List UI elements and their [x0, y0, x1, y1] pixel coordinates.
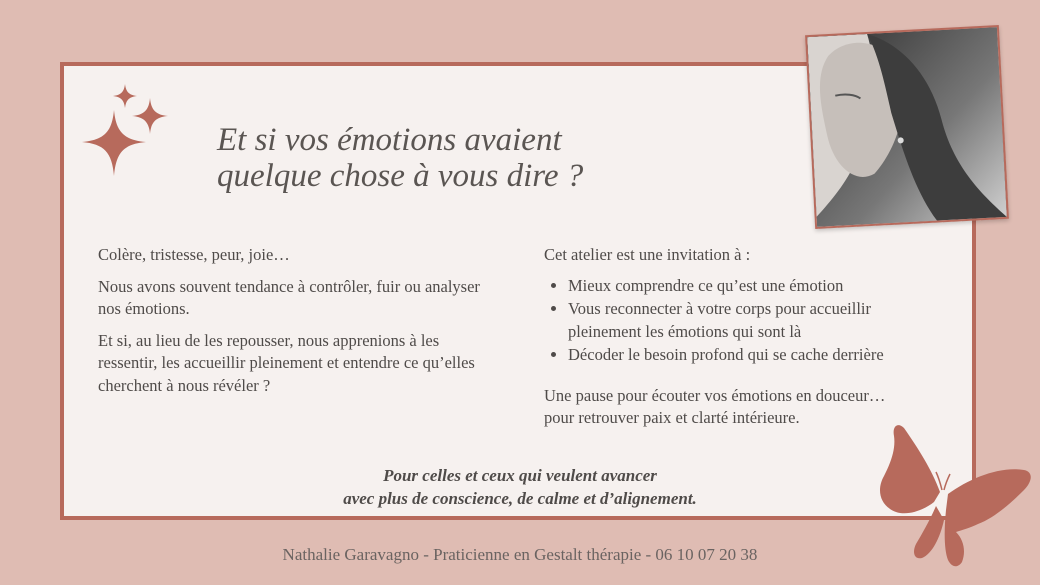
- workshop-outro-line-1: Une pause pour écouter vos émotions en douceur…: [544, 385, 886, 405]
- cta-line-2: avec plus de conscience, de calme et d’alignement.: [343, 489, 697, 508]
- call-to-action: [280, 464, 760, 510]
- workshop-outro-line-2: pour retrouver paix et clarté intérieure.: [544, 408, 800, 427]
- portrait-image: [807, 27, 1007, 227]
- page-title: [217, 122, 583, 194]
- intro-paragraph-1: Colère, tristesse, peur, joie…: [98, 245, 290, 264]
- sparkles-icon: [80, 84, 172, 180]
- workshop-list: [544, 275, 944, 367]
- workshop-text: [544, 244, 944, 430]
- intro-paragraph-3: Et si, au lieu de les repousser, nous apprenions à les ressentir, les accueillir pleinement et entendre ce qu’elles cherchent à nous révéler ?: [98, 330, 475, 395]
- cta-line-1: Pour celles et ceux qui veulent avancer: [383, 466, 657, 485]
- workshop-intro: Cet atelier est une invitation à :: [544, 245, 751, 264]
- footer-contact: Nathalie Garavagno - Praticienne en Gestalt thérapie - 06 10 07 20 38: [282, 545, 758, 564]
- list-item: • Décoder le besoin profond qui se cache derrière: [568, 344, 944, 367]
- list-item: • Mieux comprendre ce qu’est une émotion: [568, 275, 944, 298]
- list-item: • Vous reconnecter à votre corps pour accueillir pleinement les émotions qui sont là: [568, 298, 944, 343]
- portrait-photo: [805, 25, 1009, 229]
- intro-paragraph-2: Nous avons souvent tendance à contrôler, fuir ou analyser nos émotions.: [98, 276, 480, 318]
- title-line-2: quelque chose à vous dire ?: [217, 158, 584, 194]
- intro-text: [98, 244, 498, 406]
- title-line-1: Et si vos émotions avaient: [217, 122, 562, 158]
